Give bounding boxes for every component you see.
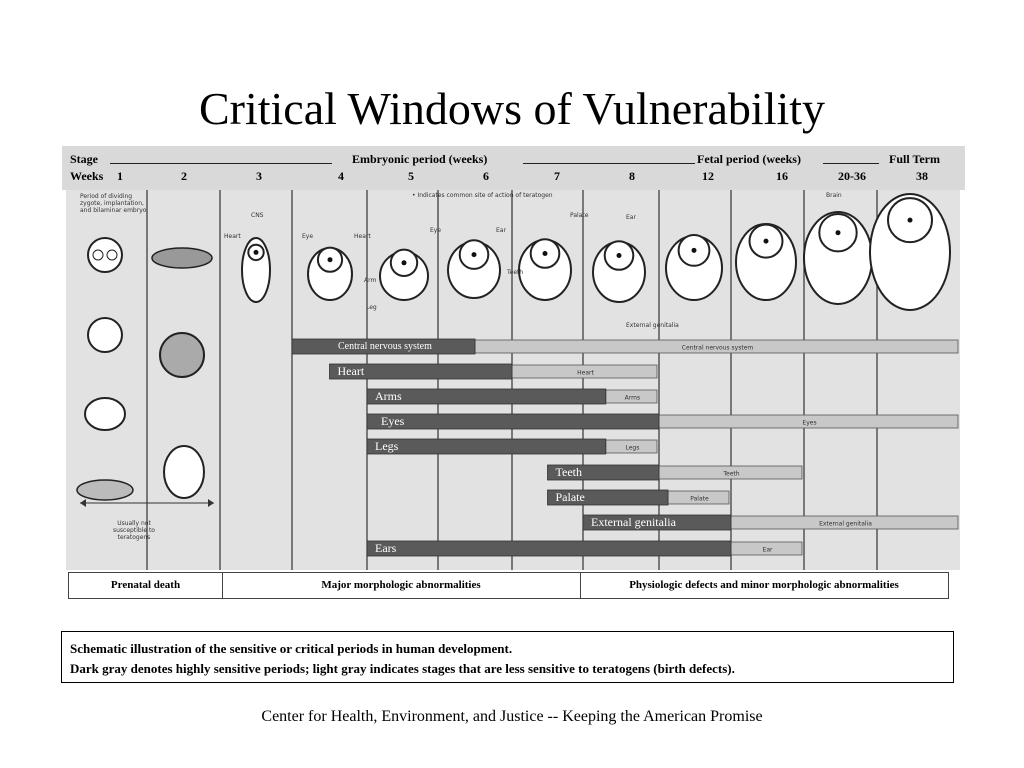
zygote-cell: [93, 250, 103, 260]
blastocyst-drawing: [85, 398, 125, 430]
less-sensitive-bar-label: Teeth: [723, 470, 740, 478]
weeks-label: Weeks: [70, 169, 104, 183]
zygote-cell: [107, 250, 117, 260]
caption-line-2: Dark gray denotes highly sensitive periods; light gray indicates stages that are less sensitive to teratogens (birth defects).: [70, 661, 735, 676]
highly-sensitive-bar: [367, 541, 731, 556]
teratogen-site-dot: [328, 257, 333, 262]
less-sensitive-bar-label: Central nervous system: [681, 344, 754, 352]
week-label: 20-36: [838, 169, 866, 183]
slide-footer: Center for Health, Environment, and Justice -- Keeping the American Promise: [261, 708, 763, 725]
less-sensitive-bar-label: External genitalia: [819, 520, 872, 528]
highly-sensitive-bar: [367, 439, 606, 454]
teratogen-site-dot: [617, 253, 622, 258]
brain-annotation: Brain: [826, 192, 842, 199]
cns-annotation: CNS: [251, 212, 264, 219]
embryo-sac-drawing: [164, 446, 204, 498]
eye-annotation-1: Eye: [302, 233, 314, 240]
stage-label: Stage: [70, 152, 98, 166]
header-band: [62, 146, 965, 190]
week-label: 3: [256, 169, 262, 183]
bar-label: Arms: [375, 389, 402, 403]
leg-annotation: Leg: [366, 304, 377, 311]
less-sensitive-bar-label: Legs: [625, 444, 640, 452]
heart-annotation-1: Heart: [224, 233, 241, 240]
full-term-label: Full Term: [889, 152, 941, 166]
week-label: 4: [338, 169, 344, 183]
embryonic-rule: [523, 163, 695, 164]
fetal-period-label: Fetal period (weeks): [697, 152, 801, 166]
ear-annotation-2: Ear: [626, 214, 636, 221]
bar-label: External genitalia: [591, 515, 676, 529]
week-label: 1: [117, 169, 123, 183]
major-abnormalities-cell: Major morphologic abnormalities: [321, 579, 481, 591]
teratogen-site-dot: [836, 230, 841, 235]
zygote-drawing: [88, 318, 122, 352]
week-label: 2: [181, 169, 187, 183]
week-label: 38: [916, 169, 928, 183]
teratogen-site-dot: [254, 250, 259, 255]
teeth-annotation: Teeth: [507, 269, 524, 276]
week-label: 8: [629, 169, 635, 183]
week-label: 12: [702, 169, 714, 183]
less-sensitive-bar-label: Ear: [762, 546, 773, 554]
arm-annotation: Arm: [364, 277, 377, 284]
stage-rule: [110, 163, 332, 164]
teratogen-site-dot: [908, 218, 913, 223]
less-sensitive-bar-label: Arms: [624, 394, 641, 402]
teratogen-site-dot: [543, 251, 548, 256]
slide-title: Critical Windows of Vulnerability: [198, 83, 826, 134]
physiologic-defects-cell: Physiologic defects and minor morphologic abnormalities: [629, 579, 899, 591]
highly-sensitive-bar: [367, 414, 659, 429]
prenatal-death-cell: Prenatal death: [110, 579, 181, 591]
less-sensitive-bar-label: Heart: [577, 369, 594, 377]
dividing-note: Period of dividing zygote, implantation, and bilaminar embryo: [80, 193, 147, 214]
implantation-drawing: [152, 248, 212, 268]
week-label: 16: [776, 169, 788, 183]
eye-annotation-2: Eye: [430, 227, 442, 234]
week-label: 6: [483, 169, 489, 183]
highly-sensitive-bar: [367, 389, 606, 404]
bar-label: Palate: [555, 490, 585, 504]
embryonic-period-label: Embryonic period (weeks): [352, 152, 488, 166]
less-sensitive-bar-label: Eyes: [802, 419, 817, 427]
week-label: 7: [554, 169, 560, 183]
bar-label: Heart: [337, 364, 365, 378]
teratogen-site-dot: [472, 252, 477, 257]
embryo-disc-drawing: [160, 333, 204, 377]
implantation-drawing: [77, 480, 133, 500]
teratogen-site-dot: [402, 260, 407, 265]
bar-label: Ears: [375, 541, 397, 555]
bar-label: Teeth: [555, 465, 582, 479]
teratogen-site-dot: [764, 239, 769, 244]
less-sensitive-bar-label: Palate: [690, 495, 709, 503]
ear-annotation-1: Ear: [496, 227, 506, 234]
teratogen-note: • Indicates common site of action of teratogen: [412, 192, 553, 199]
caption-line-1: Schematic illustration of the sensitive or critical periods in human development.: [70, 641, 513, 656]
genitalia-annotation: External genitalia: [626, 322, 679, 329]
fetal-rule: [823, 163, 879, 164]
palate-annotation: Palate: [570, 212, 589, 219]
bar-label: Eyes: [381, 414, 405, 428]
teratogen-site-dot: [692, 248, 697, 253]
heart-annotation-2: Heart: [354, 233, 371, 240]
figure-caption: [61, 631, 954, 683]
week-label: 5: [408, 169, 414, 183]
bar-label: Legs: [375, 439, 399, 453]
outcome-legend-row: [68, 572, 949, 599]
bar-label: Central nervous system: [338, 341, 432, 352]
not-susceptible-note: Usually not susceptible to teratogens: [113, 520, 155, 541]
